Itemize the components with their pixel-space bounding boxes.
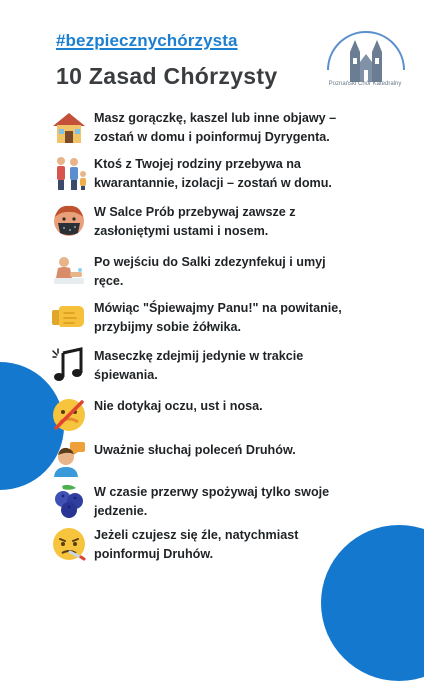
rule-text: Maseczkę zdejmij jedynie w trakcie śpiewania.	[94, 349, 304, 382]
logo-caption: Poznański Chór Katedralny	[328, 81, 402, 87]
masked-face-icon	[50, 202, 88, 240]
blueberries-icon	[50, 482, 88, 520]
rule-item	[50, 482, 370, 521]
sick-face-icon	[50, 525, 88, 563]
family-icon	[50, 154, 88, 192]
rule-text: Nie dotykaj oczu, ust i nosa.	[94, 399, 263, 413]
hand-washing-icon	[50, 252, 88, 290]
rule-item	[50, 346, 370, 385]
rule-text: Uważnie słuchaj poleceń Druhów.	[94, 443, 296, 457]
rule-text: W Salce Prób przebywaj zawsze z zasłoniętymi ustami i nosem.	[94, 205, 296, 238]
rule-item	[50, 396, 370, 434]
rule-text: Ktoś z Twojej rodziny przebywa na kwarantannie, izolacji – zostań w domu.	[94, 157, 332, 190]
rule-text: Masz gorączkę, kaszel lub inne objawy – zostań w domu i poinformuj Dyrygenta.	[94, 111, 337, 144]
rule-item	[50, 525, 370, 564]
music-note-icon	[50, 346, 88, 384]
hashtag-heading: #bezpiecznychórzysta	[56, 31, 238, 50]
fist-bump-icon	[50, 298, 88, 336]
rule-item	[50, 202, 370, 241]
rule-item	[50, 440, 370, 478]
no-touch-face-icon	[50, 396, 88, 434]
listening-person-icon	[50, 440, 88, 478]
rule-text: W czasie przerwy spożywaj tylko swoje jedzenie.	[94, 485, 330, 518]
rule-text: Mówiąc "Śpiewajmy Panu!" na powitanie, przybijmy sobie żółwika.	[94, 301, 342, 334]
page-title: 10 Zasad Chórzysty	[56, 63, 278, 89]
rule-item	[50, 108, 370, 147]
rule-item	[50, 298, 370, 337]
house-icon	[50, 108, 88, 146]
rule-text: Po wejściu do Salki zdezynfekuj i umyj ręce.	[94, 255, 326, 288]
rule-item	[50, 252, 370, 291]
rule-text: Jeżeli czujesz się źle, natychmiast poinformuj Druhów.	[94, 528, 299, 561]
rule-item	[50, 154, 370, 193]
